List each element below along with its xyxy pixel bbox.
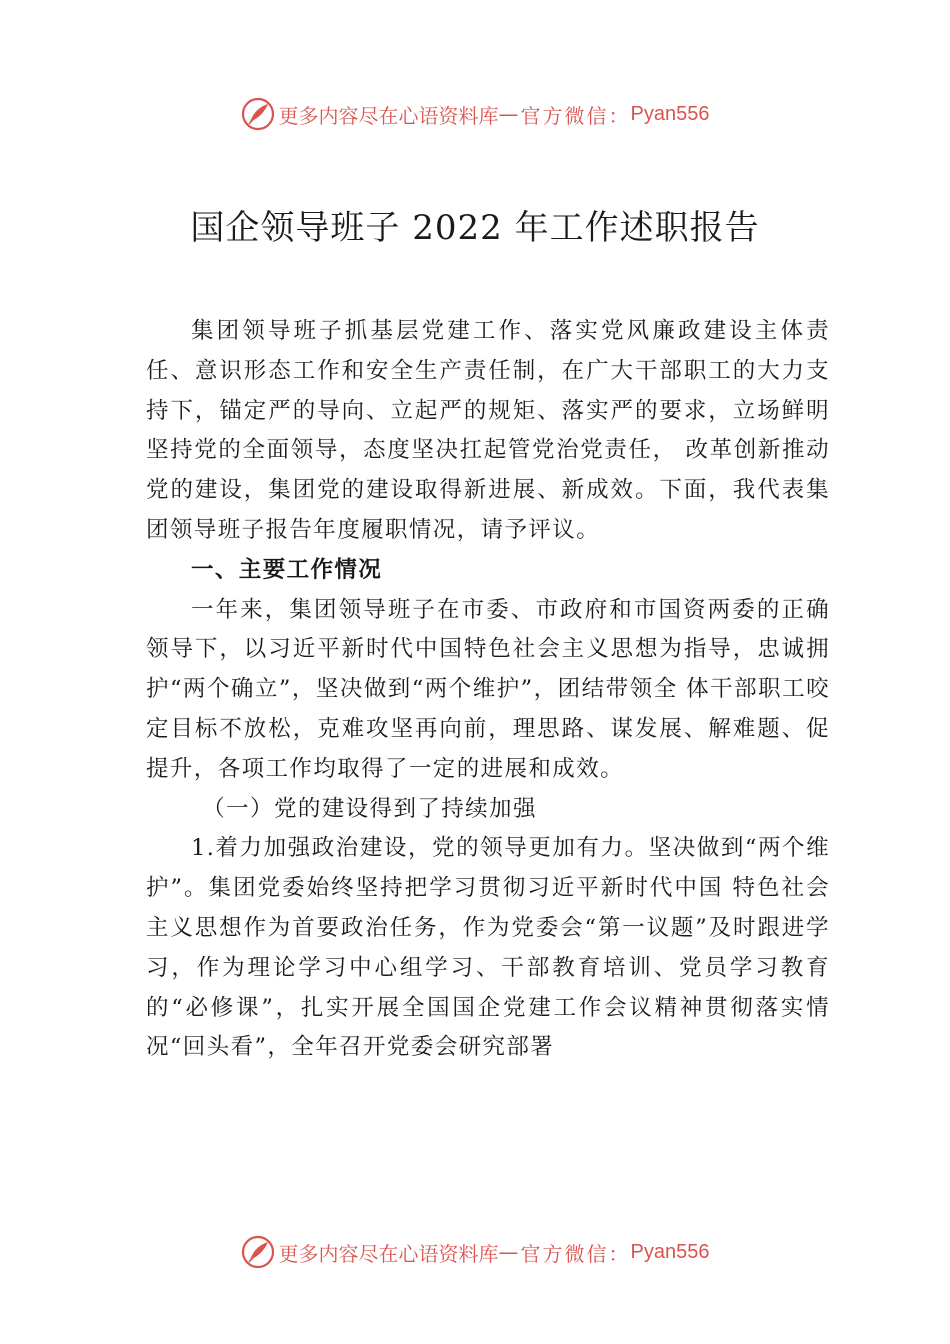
watermark-separator: —: [498, 102, 521, 126]
section-heading: 一、主要工作情况: [191, 556, 383, 583]
document-title: 国企领导班子 2022 年工作述职报告: [190, 208, 760, 248]
document-body: [146, 312, 830, 1068]
watermark-separator: —: [498, 1240, 521, 1264]
quill-logo-icon: [241, 1235, 275, 1269]
watermark-header: [0, 94, 950, 134]
watermark-main-text: 更多内容尽在心语资料库: [278, 103, 499, 128]
watermark-footer: [0, 1232, 950, 1272]
subsection-heading: （一）党的建设得到了持续加强: [202, 795, 537, 822]
intro-paragraph: 集团领导班子抓基层党建工作、落实党风廉政建设主体责任、意识形态工作和安全生产责任制，在广大干部职工的大力支持下，锚定严的导向、立起严的规矩、落实严的要求，立场鲜明坚持党的全面领导，态度坚决扛起管党治党责任， 改革创新推动党的建设，集团党的建设取得新进展、新成效。下面，我代表集团领导班子报告年度履职情况，请予评议。: [146, 318, 830, 543]
body-paragraph: 一年来，集团领导班子在市委、市政府和市国资两委的正确领导下，以习近平新时代中国特色社会主义思想为指导，忠诚拥护“两个确立”，坚决做到“两个维护”，团结带领全 体干部职工咬定目标不放松，克难攻坚再向前，理思路、谋发展、解难题、促提升，各项工作均取得了一定的进展和成效。: [146, 596, 830, 782]
body-paragraph: 1.着力加强政治建设，党的领导更加有力。坚决做到“两个维护”。集团党委始终坚持把学习贯彻习近平新时代中国 特色社会主义思想作为首要政治任务，作为党委会“第一议题”及时跟进学习，作为理论学习中心组学习、干部教育培训、党员学习教育的“必修课”，扎实开展全国国企党建工作会议精神贯彻落实情况“回头看”，全年召开党委会研究部署: [146, 835, 830, 1061]
quill-logo-icon: [241, 97, 275, 131]
watermark-wechat-id: Pyan556: [630, 102, 710, 125]
watermark-sub-text: 官方微信：: [520, 103, 631, 128]
watermark-sub-text: 官方微信：: [520, 1241, 631, 1266]
watermark-main-text: 更多内容尽在心语资料库: [278, 1241, 499, 1266]
watermark-wechat-id: Pyan556: [630, 1240, 710, 1263]
